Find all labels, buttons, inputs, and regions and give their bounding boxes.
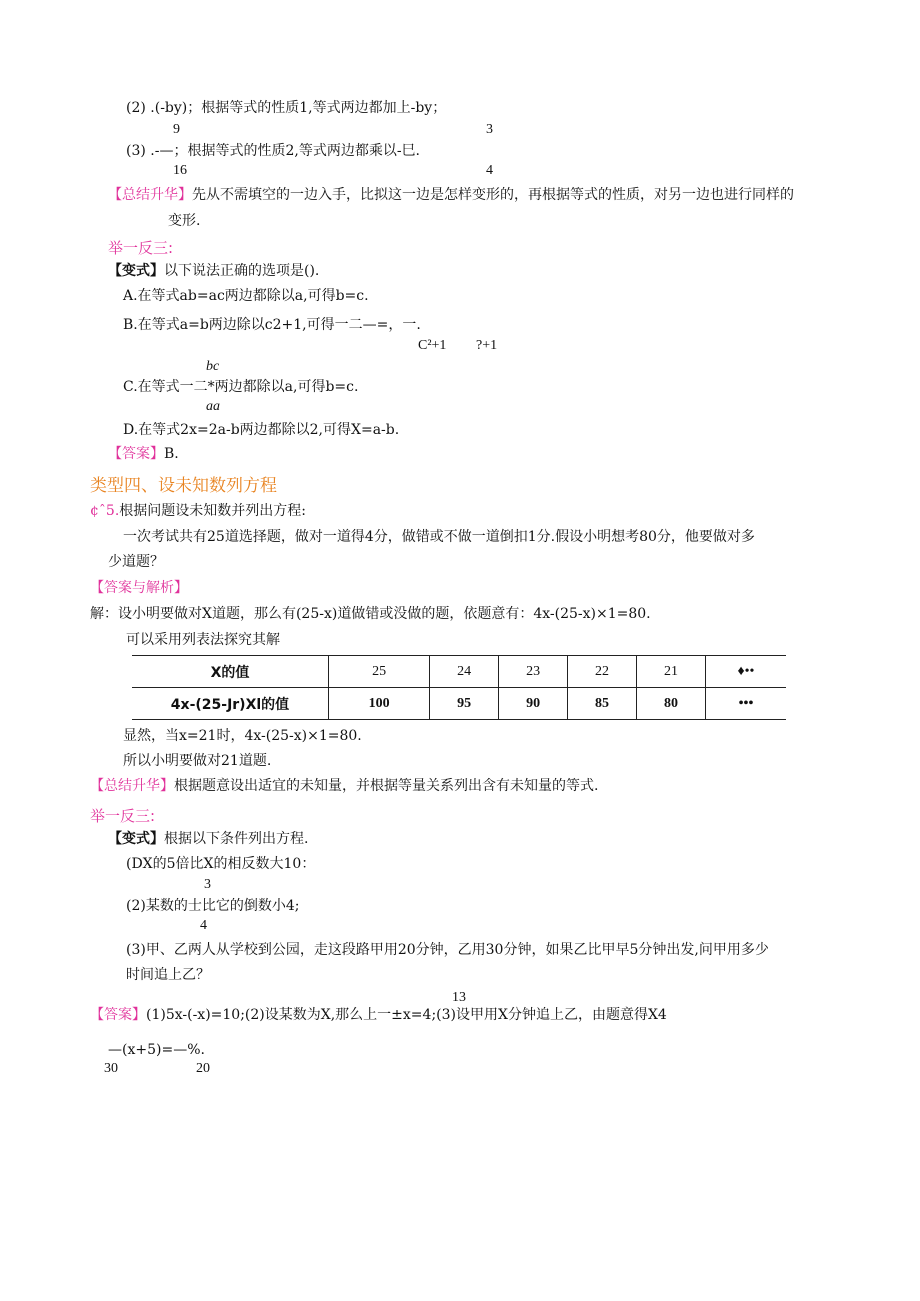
solution-line: 解：设小明要做对X道题，那么有(25-x)道做错或没做的题，依题意有：4x-(25-x)×1=80. — [90, 606, 651, 622]
table-row — [132, 656, 786, 688]
table-cell: 100 — [329, 688, 430, 720]
answer-2 — [90, 1006, 667, 1024]
option-c: C.在等式一二*两边都除以a,可得b=c. — [123, 379, 359, 395]
table-row — [132, 688, 786, 720]
question-part-2: (2) .(-by)；根据等式的性质1,等式两边都加上-by； — [126, 100, 447, 116]
table-cell: ♦•• — [706, 656, 787, 688]
example-body-continued: 少道题？ — [108, 554, 164, 570]
fraction-denominator: 16 — [173, 163, 187, 178]
summary-2 — [90, 777, 598, 795]
variant-label: 【变式】 — [108, 831, 164, 847]
conclusion-line: 所以小明要做对21道题. — [123, 753, 272, 769]
practice-heading: 举一反三: — [108, 239, 174, 257]
answer-label: 【答案】 — [108, 446, 164, 462]
fraction-denominator: aa — [206, 399, 220, 414]
practice-heading: 举一反三: — [90, 807, 156, 825]
example-marker: ¢ˆ5. — [90, 503, 120, 519]
table-cell: 22 — [568, 656, 637, 688]
table-header-cell: X的值 — [132, 656, 329, 688]
fraction-denominator: 9 — [173, 122, 180, 137]
option-d: D.在等式2x=2a-b两边都除以2,可得X=a-b. — [123, 422, 400, 438]
obvious-line: 显然，当x=21时，4x-(25-x)×1=80. — [123, 728, 362, 744]
example-5 — [90, 502, 306, 520]
table-cell: 23 — [499, 656, 568, 688]
table-cell: ••• — [706, 688, 787, 720]
answer-label: 【答案】 — [90, 1007, 146, 1023]
answer-text: (1)5x-(-x)=10;(2)设某数为X,那么上一±x=4;(3)设甲用X分钟追上乙，由题意得X4 — [146, 1007, 667, 1023]
summary-text: 根据题意设出适宜的未知量，并根据等量关系列出含有未知量的等式. — [174, 778, 599, 794]
table-intro: 可以采用列表法探究其解 — [126, 632, 280, 648]
summary-1-continued: 变形. — [168, 213, 201, 229]
variant-text: 根据以下条件列出方程. — [164, 831, 309, 847]
table-header-cell: 4x-(25-Jr)Xl的值 — [132, 688, 329, 720]
fraction-denominator: 3 — [486, 122, 493, 137]
summary-text: 先从不需填空的一边入手，比拟这一边是怎样变形的，再根据等式的性质，对另一边也进行同样的 — [192, 187, 794, 203]
table-cell: 24 — [430, 656, 499, 688]
fraction-numerator: bc — [206, 359, 220, 374]
question-part-3: (3) .-—；根据等式的性质2,等式两边都乘以-巳. — [126, 143, 420, 159]
example-body: 一次考试共有25道选择题，做对一道得4分，做错或不做一道倒扣1分.假设小明想考80分，他要做对多 — [123, 529, 755, 545]
summary-1 — [108, 186, 794, 204]
fraction-denominator: 20 — [196, 1061, 210, 1076]
variant-item-1: (DX的5倍比X的相反数大10： — [126, 856, 316, 872]
fraction-denominator: ?+1 — [476, 338, 498, 353]
value-table — [132, 655, 786, 720]
fraction-denominator: 4 — [486, 163, 493, 178]
variant-2 — [108, 830, 308, 848]
fraction-denominator: 3 — [204, 877, 211, 892]
variant-1 — [108, 262, 319, 280]
variant-item-2: (2)某数的士比它的倒数小4; — [126, 898, 300, 914]
variant-label: 【变式】 — [108, 263, 164, 279]
variant-text: 以下说法正确的选项是(). — [164, 263, 320, 279]
option-b: B.在等式a=b两边除以c2+1,可得一二—=，一. — [123, 317, 421, 333]
summary-label: 【总结升华】 — [90, 778, 174, 794]
table-cell: 21 — [637, 656, 706, 688]
example-prompt: 根据问题设未知数并列出方程: — [119, 503, 306, 519]
answer-2-equation: —(x+5)=—%. — [108, 1042, 205, 1058]
fraction-denominator: 4 — [200, 918, 207, 933]
section-heading: 类型四、设未知数列方程 — [90, 476, 277, 496]
option-a: A.在等式ab=ac两边都除以a,可得b=c. — [123, 288, 369, 304]
answer-text: B. — [164, 446, 179, 462]
variant-item-3: (3)甲、乙两人从学校到公园，走这段路甲用20分钟，乙用30分钟，如果乙比甲早5分钟出发,问甲用多少 — [126, 942, 769, 958]
fraction-denominator: C²+1 — [418, 338, 447, 353]
summary-label: 【总结升华】 — [108, 187, 192, 203]
table-cell: 80 — [637, 688, 706, 720]
answer-analysis-label: 【答案与解析】 — [90, 580, 188, 596]
answer-1 — [108, 445, 179, 463]
table-cell: 95 — [430, 688, 499, 720]
table-cell: 90 — [499, 688, 568, 720]
fraction-denominator: 30 — [104, 1061, 118, 1076]
fraction-numerator: 13 — [452, 990, 466, 1005]
table-cell: 25 — [329, 656, 430, 688]
table-cell: 85 — [568, 688, 637, 720]
variant-item-3-continued: 时间追上乙？ — [126, 967, 210, 983]
